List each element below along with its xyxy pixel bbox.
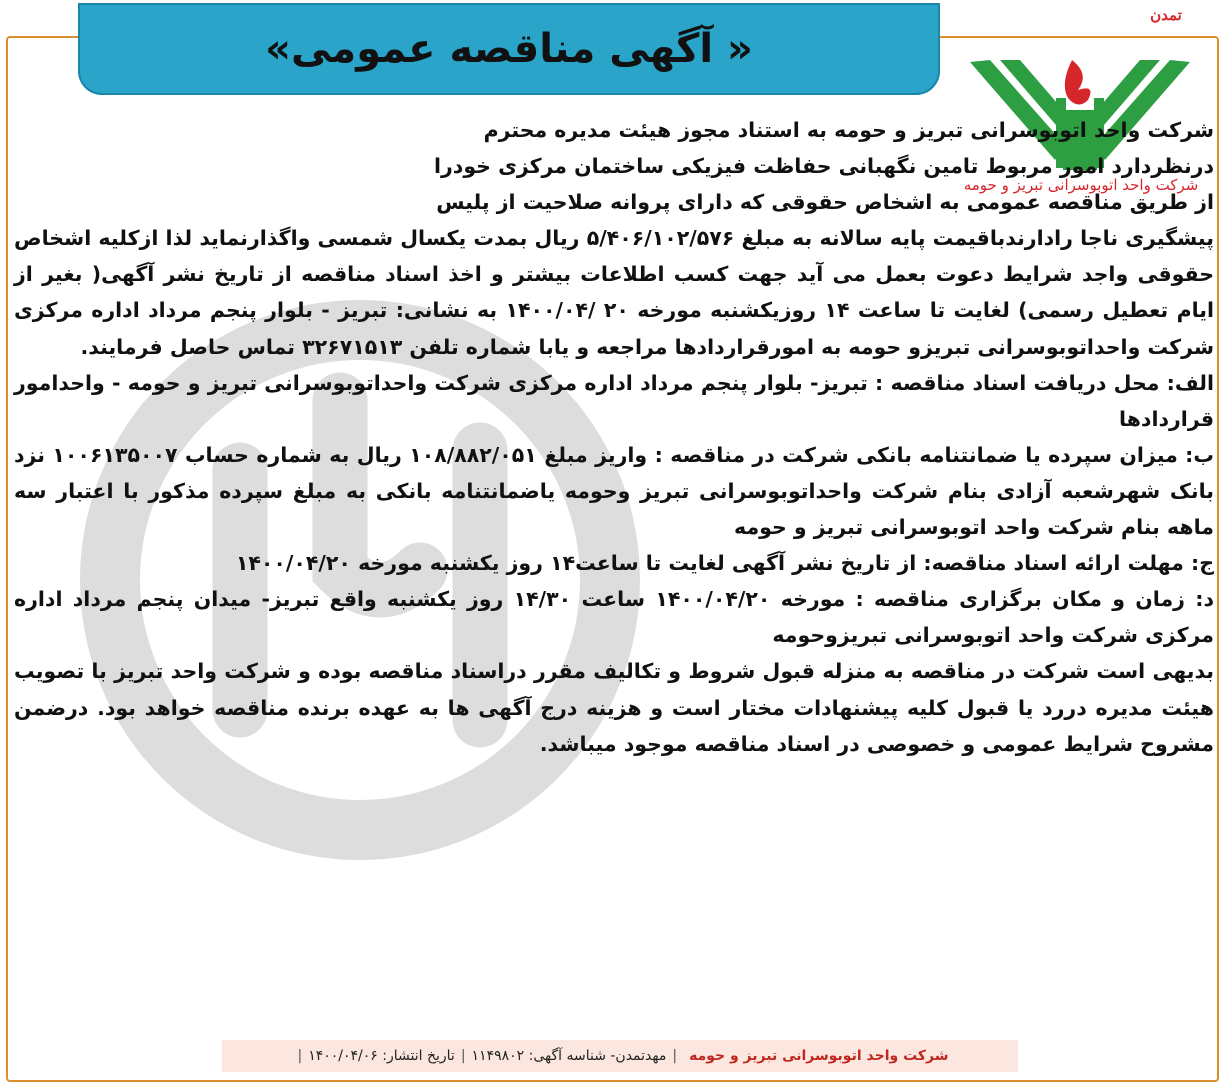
- closing-paragraph: بدیهی است شرکت در مناقصه به منزله قبول شروط و تکالیف مقرر دراسناد مناقصه بوده و شرکت واحد تبریز با تصویب هیئت مدیره دررد یا قبول کلیه پیشنهادات مختار است و هزینه درج آگهی ها به عهده برنده مناقصه خواهد بود. درضمن مشروح شرایط عمومی و خصوصی در اسناد مناقصه موجود میباشد.: [14, 659, 1214, 756]
- footer-company: شرکت واحد اتوبوسرانی تبریز و حومه: [689, 1048, 949, 1064]
- section-alef: الف: محل دریافت اسناد مناقصه : تبریز- بلوار پنجم مرداد اداره مرکزی شرکت واحداتوبوسرانی تبریز و حومه - واحدامور قراردادها: [14, 370, 1214, 431]
- logo-caption: شرکت واحد اتوبوسرانی تبریز و حومه: [963, 176, 1199, 194]
- newspaper-logo-text: تمدن: [1150, 6, 1182, 24]
- footer-bar: [222, 1040, 1018, 1072]
- notice-title: « آگهی مناقصه عمومی»: [265, 26, 753, 72]
- section-dal: د: زمان و مکان برگزاری مناقصه : مورخه ۱۴۰۰/۰۴/۲۰ ساعت ۱۴/۳۰ روز یکشنبه واقع تبریز- میدان پنجم مرداد اداره مرکزی شرکت واحد اتوبوسرانی تبریزوحومه: [14, 587, 1214, 648]
- intro-line-3: از طریق مناقصه عمومی به اشخاص حقوقی که دارای پروانه صلاحیت از پلیس: [436, 190, 1214, 215]
- section-be: ب: میزان سپرده یا ضمانتنامه بانکی شرکت در مناقصه : واریز مبلغ ۱۰۸/۸۸۲/۰۵۱ ریال به شماره حساب ۱۰۰۶۱۳۵۰۰۷ نزد بانک شهرشعبه آزادی بنام شرکت واحداتوبوسرانی تبریز وحومه یاضمانتنامه بانکی به مبلغ سپرده مذکور با اعتبار سه ماهه بنام شرکت واحد اتوبوسرانی تبریز و حومه: [14, 442, 1214, 540]
- footer-separator: |: [672, 1048, 678, 1064]
- intro-line-2: درنظردارد امور مربوط تامین نگهبانی حفاظت فیزیکی ساختمان مرکزی خودرا: [433, 154, 1214, 179]
- footer-ad-id: مهدتمدن- شناسه آگهی: ۱۱۴۹۸۰۲: [471, 1048, 667, 1064]
- section-jim: ج: مهلت ارائه اسناد مناقصه: از تاریخ نشر آگهی لغایت تا ساعت۱۴ روز یکشنبه مورخه ۱۴۰۰/۰۴/۲۰: [235, 551, 1214, 576]
- intro-line-1: شرکت واحد اتوبوسرانی تبریز و حومه به استناد مجوز هیئت مدیره محترم: [483, 118, 1214, 142]
- footer-separator: |: [460, 1048, 466, 1064]
- main-paragraph: پیشگیری ناجا رادارندباقیمت پایه سالانه به مبلغ ۵/۴۰۶/۱۰۲/۵۷۶ ریال بمدت یکسال شمسی واگذارنماید لذا ازکلیه اشخاص حقوقی واجد شرایط دعوت بعمل می آید جهت کسب اطلاعات بیشتر و اخذ اسناد مناقصه از تاریخ نشر آگهی( بغیر از ایام تعطیل رسمی) لغایت تا ساعت ۱۴ روزیکشنبه مورخه ۲۰ /۱۴۰۰/۰۴ به نشانی: تبریز - بلوار پنجم مرداد اداره مرکزی شرکت واحداتوبوسرانی تبریزو حومه به امورقراردادها مراجعه و یابا شماره تلفن ۳۲۶۷۱۵۱۳ تماس حاصل فرمایند.: [14, 226, 1215, 359]
- notice-body: [14, 112, 1214, 762]
- footer-separator: |: [297, 1048, 303, 1064]
- footer-publish-date: تاریخ انتشار: ۱۴۰۰/۰۴/۰۶: [308, 1048, 455, 1064]
- header-banner: [78, 3, 940, 95]
